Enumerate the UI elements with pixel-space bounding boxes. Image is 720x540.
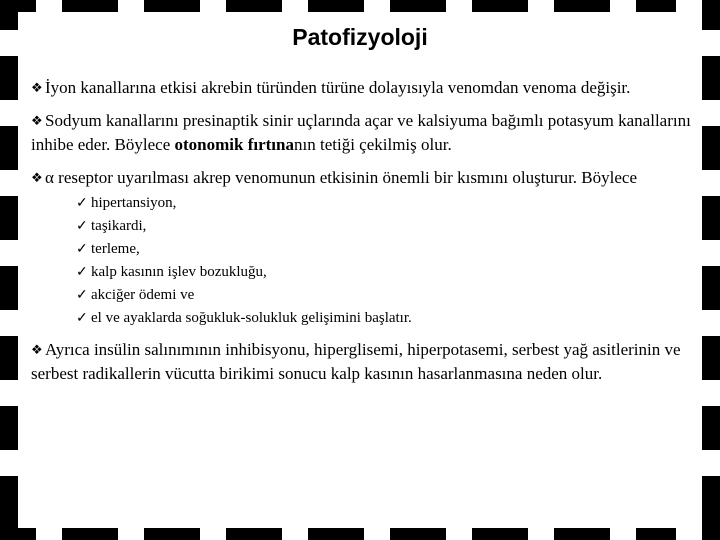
border-stripe (702, 240, 720, 266)
diamond-bullet-icon: ❖ (31, 342, 43, 357)
check-icon: ✓ (76, 196, 88, 211)
border-stripe (702, 380, 720, 406)
sub-list-container (31, 192, 691, 330)
sub-list-item (76, 307, 691, 330)
border-stripe (702, 450, 720, 476)
border-stripe (528, 0, 554, 12)
diamond-bullet-icon: ❖ (31, 113, 43, 128)
sub-item-text: el ve ayaklarda soğukluk-solukluk gelişimini başlatır. (91, 310, 412, 326)
border-stripe (36, 0, 62, 12)
border-stripe (200, 0, 226, 12)
border-stripe (0, 450, 18, 476)
border-stripe (610, 0, 636, 12)
check-icon: ✓ (76, 219, 88, 234)
sub-list (76, 192, 691, 330)
border-stripe (0, 30, 18, 56)
bullet-text: α reseptor uyarılması akrep venomunun etkisinin önemli bir kısmını oluşturur. Böylece (45, 168, 637, 187)
page-title: Patofizyoloji (292, 24, 428, 50)
sub-item-text: kalp kasının işlev bozukluğu, (91, 264, 267, 280)
list-item (31, 76, 691, 100)
bullet-list (31, 76, 691, 395)
sub-item-text: akciğer ödemi ve (91, 287, 195, 303)
border-stripe (364, 0, 390, 12)
border-stripe (676, 0, 702, 12)
check-icon: ✓ (76, 242, 88, 257)
border-stripe (0, 240, 18, 266)
slide-content (18, 12, 702, 528)
border-stripe (282, 528, 308, 540)
bullet-text: Ayrıca insülin salınımının inhibisyonu, hiperglisemi, hiperpotasemi, serbest yağ asitlerinin ve serbest radikallerin vücutta birikimi sonucu kalp kasının hasarlanmasına neden olur. (31, 340, 681, 383)
border-stripe (676, 528, 702, 540)
sub-list-item (76, 215, 691, 238)
border-stripe (446, 528, 472, 540)
sub-item-text: terleme, (91, 241, 140, 257)
border-stripe (118, 528, 144, 540)
list-item (31, 166, 691, 190)
border-stripe (0, 170, 18, 196)
list-item (31, 338, 691, 386)
check-icon: ✓ (76, 311, 88, 326)
bullet-bold-text: otonomik fırtına (174, 135, 294, 154)
check-icon: ✓ (76, 288, 88, 303)
list-item (31, 109, 691, 157)
bullet-text: İyon kanallarına etkisi akrebin türünden türüne dolayısıyla venomdan venoma değişir. (45, 78, 631, 97)
border-stripe (702, 100, 720, 126)
border-stripe (364, 528, 390, 540)
sub-list-item (76, 284, 691, 307)
bullet-text: nın tetiği çekilmiş olur. (294, 135, 452, 154)
border-stripe (0, 380, 18, 406)
border-stripe (702, 170, 720, 196)
border-stripe (282, 0, 308, 12)
sub-list-item (76, 238, 691, 261)
border-stripe (446, 0, 472, 12)
border-stripe (702, 310, 720, 336)
border-stripe (200, 528, 226, 540)
sub-item-text: hipertansiyon, (91, 195, 177, 211)
border-stripe (118, 0, 144, 12)
check-icon: ✓ (76, 265, 88, 280)
border-stripe (0, 100, 18, 126)
border-stripe (702, 30, 720, 56)
sub-list-item (76, 192, 691, 215)
border-stripe (36, 528, 62, 540)
sub-list-item (76, 261, 691, 284)
border-stripe (0, 310, 18, 336)
sub-item-text: taşikardi, (91, 218, 147, 234)
border-stripe (528, 528, 554, 540)
bullet-text: Sodyum kanallarını presinaptik sinir uçlarında açar ve kalsiyuma bağımlı potasyum kanallarını inhibe eder. Böylece (31, 111, 691, 154)
diamond-bullet-icon: ❖ (31, 170, 43, 185)
border-stripe (610, 528, 636, 540)
diamond-bullet-icon: ❖ (31, 80, 43, 95)
